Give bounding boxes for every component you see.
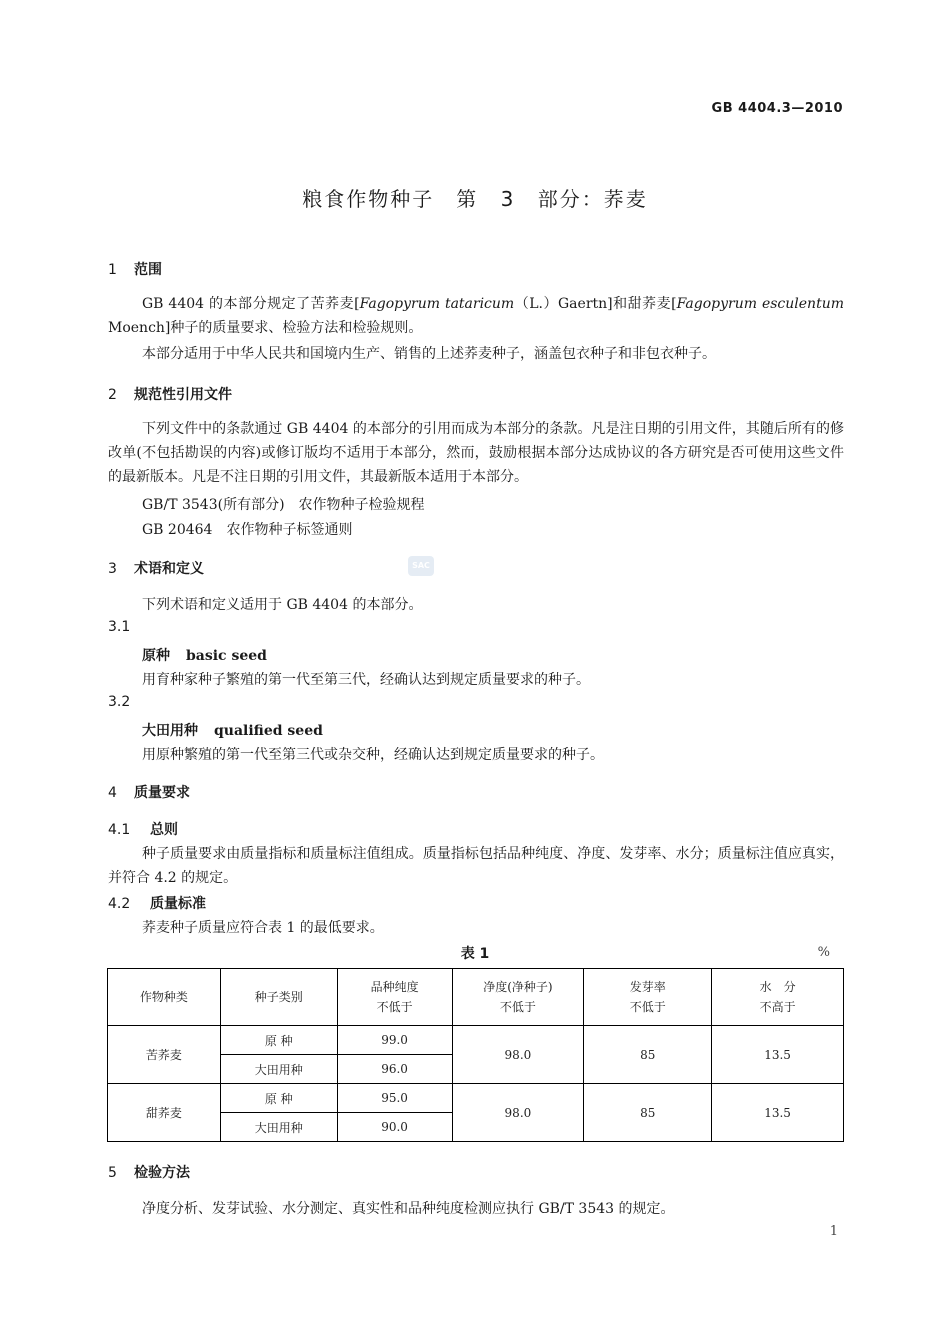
cleanliness-cell: 98.0 <box>452 1026 584 1084</box>
latin-name: Fagopyrum esculentum <box>676 296 844 312</box>
quality-table <box>107 968 844 1142</box>
section-2-heading <box>108 384 232 404</box>
reference-gbt3543: GB/T 3543(所有部分) 农作物种子检验规程 <box>142 497 425 513</box>
page-number: 1 <box>829 1224 838 1239</box>
header-purity <box>337 969 452 1026</box>
standard-number: GB 4404.3—2010 <box>711 101 843 116</box>
header-line: 品种纯度 <box>370 980 419 994</box>
section-4-1-paragraph: 种子质量要求由质量指标和质量标注值组成。质量指标包括品种纯度、净度、发芽率、水分；质量标注值应真实，并符合 4.2 的规定。 <box>108 846 844 886</box>
section-number: 4.2 <box>108 896 131 912</box>
header-seed-class: 种子类别 <box>220 969 337 1026</box>
text-run: GB 4404 的本部分规定了苦荞麦[ <box>142 296 360 312</box>
header-germination <box>584 969 712 1026</box>
header-moisture <box>712 969 844 1026</box>
purity-cell: 90.0 <box>337 1113 452 1142</box>
section-title: 质量要求 <box>134 785 190 801</box>
section-5-paragraph: 净度分析、发芽试验、水分测定、真实性和品种纯度检测应执行 GB/T 3543 的规定。 <box>142 1201 675 1217</box>
header-line: 不低于 <box>629 1000 666 1014</box>
section-4-2-paragraph: 荞麦种子质量应符合表 1 的最低要求。 <box>142 920 384 936</box>
document-title: 粮食作物种子 第 3 部分：荞麦 <box>302 187 648 211</box>
moisture-cell: 13.5 <box>712 1026 844 1084</box>
cleanliness-cell: 98.0 <box>452 1084 584 1142</box>
seed-class-cell: 大田用种 <box>220 1113 337 1142</box>
text-run: （L.）Gaertn]和甜荞麦[ <box>514 296 677 312</box>
section-5-heading <box>108 1162 190 1182</box>
header-line: 不高于 <box>759 1000 796 1014</box>
section-4-2-heading <box>108 893 206 913</box>
seed-class-cell: 大田用种 <box>220 1055 337 1084</box>
text-run: Moench]种子的质量要求、检验方法和检验规则。 <box>108 320 423 336</box>
section-number: 2 <box>108 387 117 403</box>
section-1-paragraph-1 <box>108 292 844 340</box>
seed-class-cell: 原 种 <box>220 1026 337 1055</box>
table-row <box>108 1026 844 1055</box>
section-title: 质量标准 <box>150 896 206 912</box>
purity-cell: 95.0 <box>337 1084 452 1113</box>
header-crop: 作物种类 <box>108 969 221 1026</box>
section-2-paragraph-1: 下列文件中的条款通过 GB 4404 的本部分的引用而成为本部分的条款。凡是注日期的引用文件，其随后所有的修改单(不包括勘误的内容)或修订版均不适用于本部分，然而，鼓励根据本部分达成协议的各方研究是否可使用这些文件的最新版本。凡是不注日期的引用文件，其最新版本适用于本部分。 <box>108 421 844 485</box>
section-4-1-heading <box>108 819 178 839</box>
section-number: 1 <box>108 262 117 278</box>
term-en: basic seed <box>186 648 267 664</box>
term-cn: 大田用种 <box>142 723 198 739</box>
section-title: 总则 <box>150 822 178 838</box>
term-qualified-seed-definition: 用原种繁殖的第一代至第三代或杂交种，经确认达到规定质量要求的种子。 <box>142 747 604 763</box>
term-3-1-number: 3.1 <box>108 619 131 635</box>
section-3-paragraph-1: 下列术语和定义适用于 GB 4404 的本部分。 <box>142 597 423 613</box>
header-line: 净度(净种子) <box>483 980 553 994</box>
section-number: 4 <box>108 785 117 801</box>
header-cleanliness <box>452 969 584 1026</box>
germination-cell: 85 <box>584 1084 712 1142</box>
header-line: 水 分 <box>759 980 796 994</box>
table-unit: % <box>817 945 830 960</box>
section-title: 规范性引用文件 <box>134 387 232 403</box>
term-basic-seed <box>142 645 267 665</box>
germination-cell: 85 <box>584 1026 712 1084</box>
latin-name: Fagopyrum tataricum <box>359 296 515 312</box>
section-title: 术语和定义 <box>134 561 204 577</box>
term-qualified-seed <box>142 720 323 740</box>
section-3-heading <box>108 558 204 578</box>
crop-cell: 甜荞麦 <box>108 1084 221 1142</box>
moisture-cell: 13.5 <box>712 1084 844 1142</box>
header-line: 发芽率 <box>629 980 666 994</box>
header-line: 不低于 <box>499 1000 536 1014</box>
purity-cell: 96.0 <box>337 1055 452 1084</box>
sac-watermark-logo: SAC <box>408 556 434 576</box>
crop-cell: 苦荞麦 <box>108 1026 221 1084</box>
term-en: qualified seed <box>214 723 323 739</box>
section-1-heading <box>108 259 162 279</box>
table-header-row <box>108 969 844 1026</box>
term-3-2-number: 3.2 <box>108 694 131 710</box>
purity-cell: 99.0 <box>337 1026 452 1055</box>
term-basic-seed-definition: 用育种家种子繁殖的第一代至第三代，经确认达到规定质量要求的种子。 <box>142 672 590 688</box>
table-title: 表 1 <box>460 946 490 962</box>
reference-gb20464: GB 20464 农作物种子标签通则 <box>142 522 353 538</box>
section-1-paragraph-2: 本部分适用于中华人民共和国境内生产、销售的上述荞麦种子，涵盖包衣种子和非包衣种子。 <box>142 346 716 362</box>
section-number: 5 <box>108 1165 117 1181</box>
section-number: 3 <box>108 561 117 577</box>
section-title: 检验方法 <box>134 1165 190 1181</box>
section-number: 4.1 <box>108 822 131 838</box>
term-cn: 原种 <box>142 648 170 664</box>
section-title: 范围 <box>134 262 162 278</box>
seed-class-cell: 原 种 <box>220 1084 337 1113</box>
header-line: 不低于 <box>376 1000 413 1014</box>
section-4-heading <box>108 782 190 802</box>
table-row <box>108 1084 844 1113</box>
